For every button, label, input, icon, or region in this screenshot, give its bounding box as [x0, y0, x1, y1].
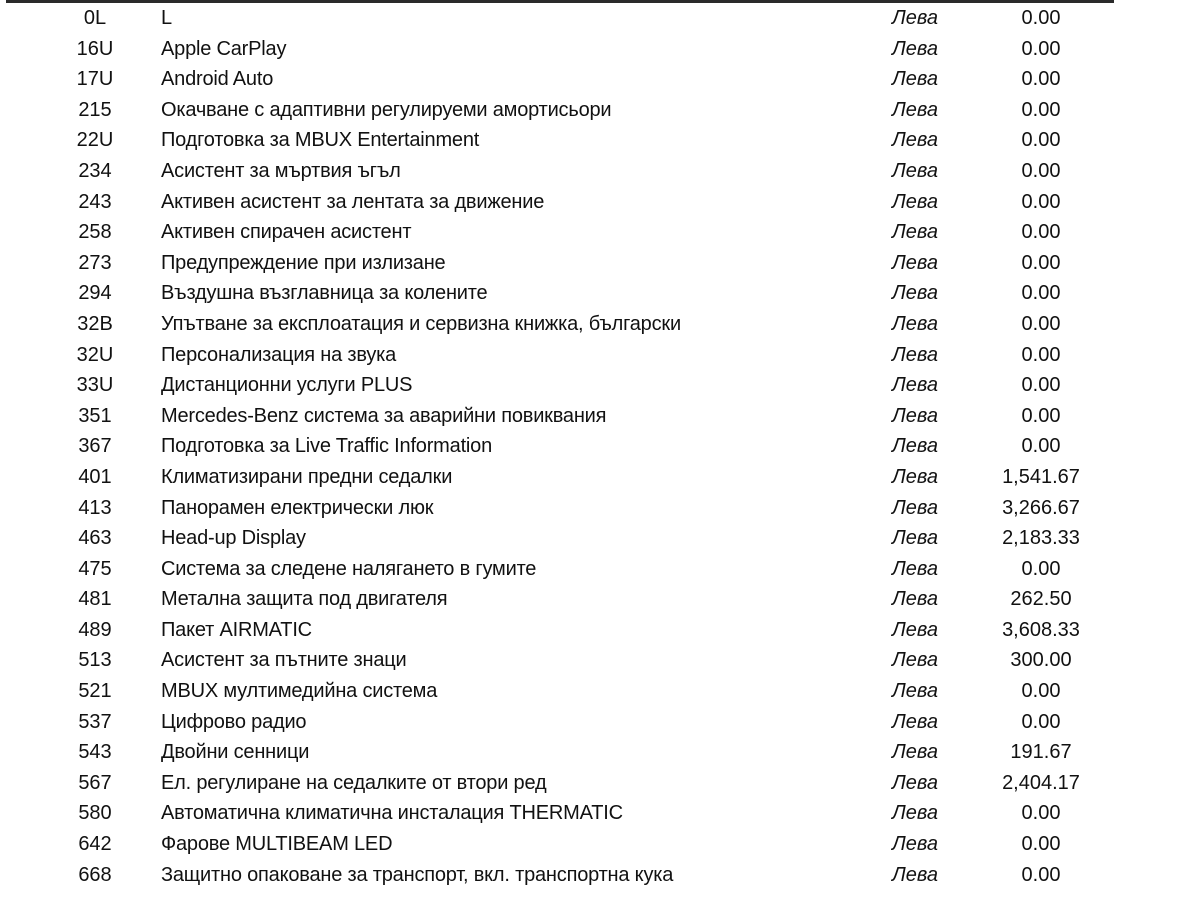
option-code: 642 [78, 833, 112, 856]
currency-label: Лева [892, 863, 938, 886]
option-description: Асистент за пътните знаци [161, 649, 407, 672]
option-code: 413 [78, 496, 112, 519]
option-description: Пакет AIRMATIC [161, 618, 312, 641]
option-price: 0.00 [1021, 159, 1061, 182]
option-price: 0.00 [1021, 68, 1061, 91]
table-row [0, 829, 1179, 860]
currency-label: Лева [892, 557, 938, 580]
option-price: 0.00 [1021, 435, 1061, 458]
currency-label: Лева [892, 129, 938, 152]
option-description: Mercedes-Benz система за аварийни повиквания [161, 404, 607, 427]
option-code: 215 [78, 98, 112, 121]
table-row [0, 462, 1179, 493]
option-code: 481 [78, 588, 112, 611]
option-price: 0.00 [1021, 37, 1061, 60]
option-code: 32B [77, 312, 113, 335]
table-row [0, 278, 1179, 309]
option-price: 1,541.67 [1002, 465, 1080, 488]
option-price: 300.00 [1010, 649, 1072, 672]
option-description: Автоматична климатична инсталация THERMATIC [161, 802, 623, 825]
table-row [0, 64, 1179, 95]
currency-label: Лева [892, 190, 938, 213]
option-price: 2,404.17 [1002, 771, 1080, 794]
table-row [0, 798, 1179, 829]
option-description: Фарове MULTIBEAM LED [161, 833, 393, 856]
option-code: 580 [78, 802, 112, 825]
option-price: 0.00 [1021, 680, 1061, 703]
currency-label: Лева [892, 68, 938, 91]
table-row [0, 370, 1179, 401]
table-row [0, 248, 1179, 279]
option-code: 401 [78, 465, 112, 488]
currency-label: Лева [892, 312, 938, 335]
currency-label: Лева [892, 680, 938, 703]
currency-label: Лева [892, 527, 938, 550]
option-description: Въздушна възглавница за колените [161, 282, 488, 305]
currency-label: Лева [892, 771, 938, 794]
option-code: 668 [78, 863, 112, 886]
currency-label: Лева [892, 374, 938, 397]
currency-label: Лева [892, 588, 938, 611]
option-price: 3,266.67 [1002, 496, 1080, 519]
currency-label: Лева [892, 282, 938, 305]
option-price: 0.00 [1021, 863, 1061, 886]
option-code: 17U [76, 68, 114, 91]
option-description: Метална защита под двигателя [161, 588, 448, 611]
table-row [0, 156, 1179, 187]
option-code: 463 [78, 527, 112, 550]
option-price: 0.00 [1021, 7, 1061, 29]
currency-label: Лева [892, 833, 938, 856]
currency-label: Лева [892, 343, 938, 366]
currency-label: Лева [892, 802, 938, 825]
option-description: Предупреждение при излизане [161, 251, 446, 274]
option-price: 0.00 [1021, 710, 1061, 733]
option-description: Активен асистент за лентата за движение [161, 190, 545, 213]
option-price: 0.00 [1021, 802, 1061, 825]
currency-label: Лева [892, 159, 938, 182]
option-price: 191.67 [1010, 741, 1072, 764]
option-description: Head-up Display [161, 527, 306, 550]
table-row [0, 431, 1179, 462]
option-code: 33U [76, 374, 114, 397]
option-description: Защитно опаковане за транспорт, вкл. транспортна кука [161, 863, 674, 886]
currency-label: Лева [892, 465, 938, 488]
table-row [0, 615, 1179, 646]
option-code: 567 [78, 771, 112, 794]
option-price: 0.00 [1021, 833, 1061, 856]
option-code: 0L [83, 7, 107, 29]
table-row [0, 125, 1179, 156]
currency-label: Лева [892, 251, 938, 274]
option-description: Асистент за мъртвия ъгъл [161, 159, 401, 182]
option-description: Apple CarPlay [161, 37, 287, 60]
option-code: 367 [78, 435, 112, 458]
option-description: Цифрово радио [161, 710, 307, 733]
option-price: 0.00 [1021, 557, 1061, 580]
table-row [0, 95, 1179, 126]
currency-label: Лева [892, 618, 938, 641]
option-description: L [161, 7, 172, 29]
option-price: 3,608.33 [1002, 618, 1080, 641]
option-price: 0.00 [1021, 374, 1061, 397]
currency-label: Лева [892, 221, 938, 244]
table-row [0, 554, 1179, 585]
option-price: 0.00 [1021, 190, 1061, 213]
option-price: 0.00 [1021, 312, 1061, 335]
table-row [0, 584, 1179, 615]
option-code: 475 [78, 557, 112, 580]
option-description: Подготовка за MBUX Entertainment [161, 129, 480, 152]
option-code: 32U [76, 343, 114, 366]
option-description: Android Auto [161, 68, 274, 91]
currency-label: Лева [892, 741, 938, 764]
option-code: 258 [78, 221, 112, 244]
option-description: MBUX мултимедийна система [161, 680, 438, 703]
option-price: 262.50 [1010, 588, 1072, 611]
option-price: 2,183.33 [1002, 527, 1080, 550]
option-code: 273 [78, 251, 112, 274]
option-description: Активен спирачен асистент [161, 221, 412, 244]
table-row [0, 309, 1179, 340]
currency-label: Лева [892, 404, 938, 427]
currency-label: Лева [892, 37, 938, 60]
table-row [0, 187, 1179, 218]
option-description: Ел. регулиране на седалките от втори ред [161, 771, 547, 794]
option-code: 489 [78, 618, 112, 641]
option-description: Дистанционни услуги PLUS [161, 374, 413, 397]
table-row [0, 737, 1179, 768]
option-description: Двойни сенници [161, 741, 310, 764]
option-code: 537 [78, 710, 112, 733]
table-row [0, 3, 1179, 34]
option-price: 0.00 [1021, 98, 1061, 121]
option-price: 0.00 [1021, 282, 1061, 305]
table-row [0, 707, 1179, 738]
option-code: 16U [76, 37, 114, 60]
option-code: 234 [78, 159, 112, 182]
option-code: 294 [78, 282, 112, 305]
table-row [0, 676, 1179, 707]
table-row [0, 401, 1179, 432]
option-price: 0.00 [1021, 343, 1061, 366]
currency-label: Лева [892, 649, 938, 672]
currency-label: Лева [892, 7, 938, 29]
option-description: Климатизирани предни седалки [161, 465, 453, 488]
option-description: Персонализация на звука [161, 343, 397, 366]
option-code: 243 [78, 190, 112, 213]
table-row [0, 860, 1179, 891]
table-row [0, 493, 1179, 524]
option-code: 513 [78, 649, 112, 672]
option-price: 0.00 [1021, 251, 1061, 274]
option-description: Упътване за експлоатация и сервизна книжка, български [161, 312, 681, 335]
currency-label: Лева [892, 98, 938, 121]
currency-label: Лева [892, 710, 938, 733]
option-price: 0.00 [1021, 221, 1061, 244]
option-code: 521 [78, 680, 112, 703]
option-price: 0.00 [1021, 404, 1061, 427]
option-code: 22U [76, 129, 114, 152]
option-description: Система за следене налягането в гумите [161, 557, 537, 580]
table-row [0, 340, 1179, 371]
table-row [0, 768, 1179, 799]
options-price-list [0, 3, 1179, 890]
table-row [0, 523, 1179, 554]
option-description: Подготовка за Live Traffic Information [161, 435, 493, 458]
option-code: 543 [78, 741, 112, 764]
table-row [0, 217, 1179, 248]
option-description: Панорамен електрически люк [161, 496, 434, 519]
currency-label: Лева [892, 496, 938, 519]
table-row [0, 34, 1179, 65]
option-price: 0.00 [1021, 129, 1061, 152]
table-row [0, 645, 1179, 676]
option-code: 351 [78, 404, 112, 427]
currency-label: Лева [892, 435, 938, 458]
option-description: Окачване с адаптивни регулируеми амортисьори [161, 98, 612, 121]
